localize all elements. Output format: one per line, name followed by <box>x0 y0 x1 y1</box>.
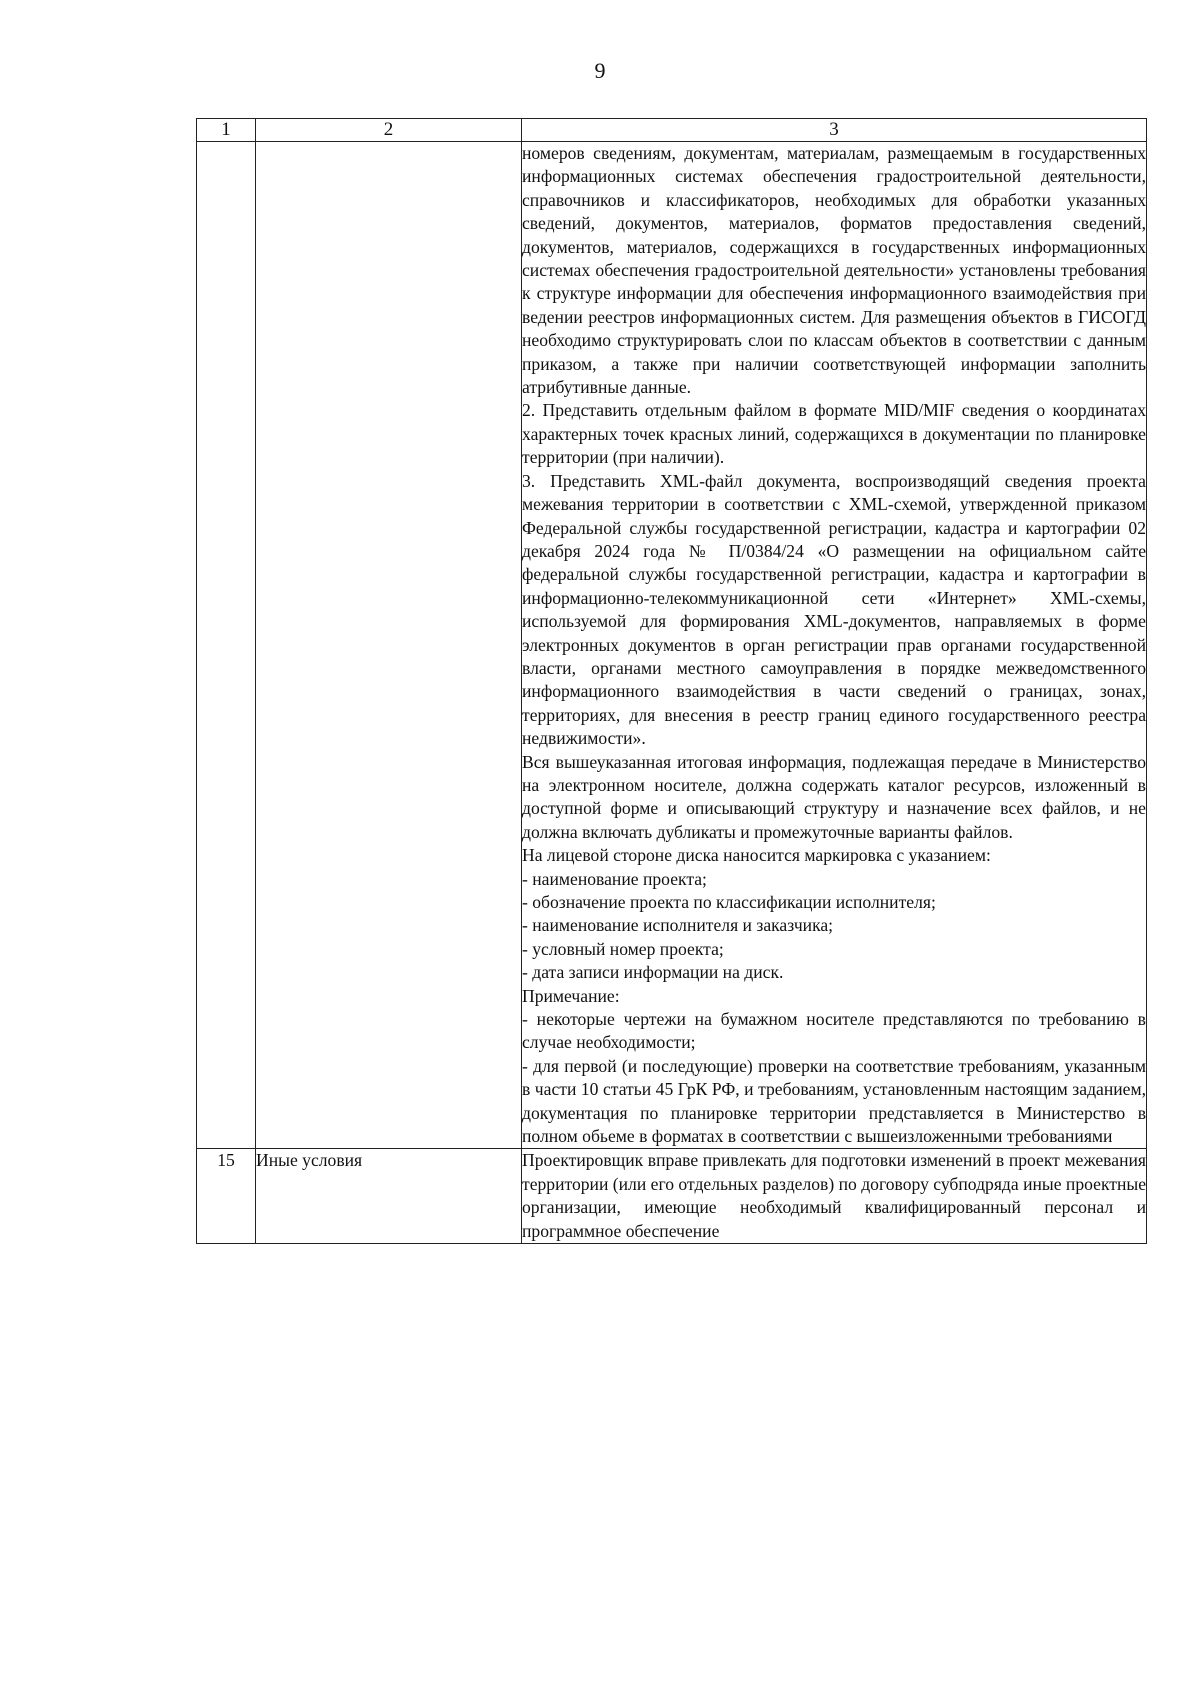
list-item: - условный номер проекта; <box>522 938 724 959</box>
table-header-row <box>197 119 1147 142</box>
note-item: - некоторые чертежи на бумажном носителе представляются по требованию в случае необходимости; <box>522 1009 1146 1053</box>
paragraph-electronic-media: Вся вышеуказанная итоговая информация, подлежащая передаче в Министерство на электронном носителе, должна содержать каталог ресурсов, изложенный в доступной форме и описывающий структуру и назначение всех файлов, и не должна включать дубликаты и промежуточные варианты файлов. <box>522 751 1146 842</box>
list-item: - дата записи информации на диск. <box>522 962 784 983</box>
header-col-1: 1 <box>197 119 256 142</box>
list-item: - обозначение проекта по классификации исполнителя; <box>522 892 936 912</box>
header-col-3: 3 <box>522 119 1147 142</box>
list-item: - наименование исполнителя и заказчика; <box>522 915 834 936</box>
requirements-table <box>196 118 1147 1244</box>
row-content-cell: Проектировщик вправе привлекать для подготовки изменений в проект межевания территории (или его отдельных разделов) по договору субподряда иные проектные организации, имеющие необходимый квалифицированный персонал и программное обеспечение <box>522 1149 1147 1244</box>
header-col-2: 2 <box>256 119 522 142</box>
page-number: 9 <box>594 58 606 83</box>
row-name-cell <box>256 142 522 1149</box>
paragraph-xml-file: 3. Представить XML-файл документа, воспроизводящий сведения проекта межевания территории в соответствии с XML-схемой, утвержденной приказом Федеральной службы государственной регистрации, кадастра и картографии 02 декабря 2024 года № П/0384/24 «О размещении на официальном сайте федеральной службы государственной регистрации, кадастра и картографии в информационно-телекоммуникационной сети «Интернет» XML-схемы, используемой для формирования XML-документов, направляемых в форме электронных документов в орган регистрации прав органами государственной власти, органами местного самоуправления в порядке межведомственного информационного взаимодействия в части сведений о границах, зонах, территориях, для внесения в реестр границ единого государственного реестра недвижимости». <box>522 470 1146 749</box>
paragraph-disk-marking: На лицевой стороне диска наносится маркировка с указанием: <box>522 845 991 866</box>
row-name-cell: Иные условия <box>256 1149 522 1244</box>
note-heading: Примечание: <box>522 985 620 1006</box>
row-number-cell: 15 <box>197 1149 256 1244</box>
row-number-cell <box>197 142 256 1149</box>
row-content-cell <box>522 142 1147 1149</box>
table-row-continuation <box>197 142 1147 1149</box>
table-row-15 <box>197 1149 1147 1244</box>
list-item: - наименование проекта; <box>522 868 707 889</box>
note-item: - для первой (и последующие) проверки на соответствие требованиям, указанным в части 10 статьи 45 ГрК РФ, и требованиям, установленным настоящим заданием, документация по планировке территории представляется в Министерство в полном обьеме в форматах в соответствии с вышеизложенными требованиями <box>522 1055 1146 1147</box>
paragraph-mid-mif: 2. Представить отдельным файлом в формате MID/MIF сведения о координатах характерных точек красных линий, содержащихся в документации по планировке территории (при наличии). <box>522 400 1146 468</box>
paragraph-gisogd-requirements: номеров сведениям, документам, материалам, размещаемым в государственных информационных системах обеспечения градостроительной деятельности, справочников и классификаторов, необходимых для обработки указанных сведений, документов, материалов, форматов предоставления сведений, документов, материалов, содержащихся в государственных информационных системах обеспечения градостроительной деятельности» установлены требования к структуре информации для обеспечения информационного взаимодействия при ведении реестров информационных систем. Для размещения объектов в ГИСОГД необходимо структурировать слои по классам объектов в соответствии с данным приказом, а также при наличии соответствующей информации заполнить атрибутивные данные. <box>522 143 1146 398</box>
